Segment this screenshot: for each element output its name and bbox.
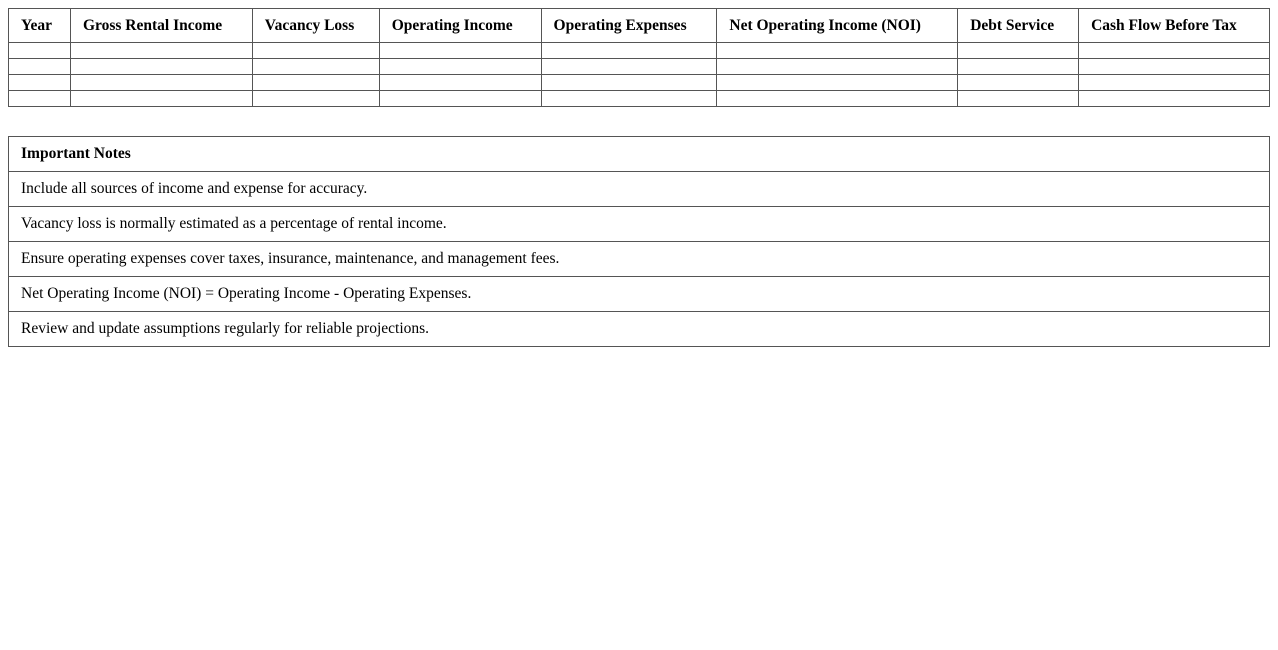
table-cell[interactable] bbox=[252, 59, 379, 75]
table-cell[interactable] bbox=[379, 91, 541, 107]
column-header-cash-flow-before-tax: Cash Flow Before Tax bbox=[1079, 9, 1270, 43]
note-item: Review and update assumptions regularly for reliable projections. bbox=[9, 312, 1270, 347]
cash-flow-table bbox=[8, 8, 1270, 107]
notes-row bbox=[9, 277, 1270, 312]
column-header-operating-income: Operating Income bbox=[379, 9, 541, 43]
table-cell[interactable] bbox=[379, 59, 541, 75]
note-item: Net Operating Income (NOI) = Operating Income - Operating Expenses. bbox=[9, 277, 1270, 312]
notes-header-row bbox=[9, 137, 1270, 172]
table-cell[interactable] bbox=[958, 91, 1079, 107]
notes-row bbox=[9, 207, 1270, 242]
table-row bbox=[9, 43, 1270, 59]
table-cell[interactable] bbox=[541, 75, 717, 91]
note-item: Include all sources of income and expense for accuracy. bbox=[9, 172, 1270, 207]
column-header-noi: Net Operating Income (NOI) bbox=[717, 9, 958, 43]
notes-row bbox=[9, 242, 1270, 277]
table-cell[interactable] bbox=[1079, 91, 1270, 107]
table-header-row bbox=[9, 9, 1270, 43]
column-header-debt-service: Debt Service bbox=[958, 9, 1079, 43]
table-cell[interactable] bbox=[541, 91, 717, 107]
table-cell[interactable] bbox=[379, 75, 541, 91]
table-cell[interactable] bbox=[252, 91, 379, 107]
table-cell[interactable] bbox=[1079, 75, 1270, 91]
table-cell[interactable] bbox=[9, 59, 71, 75]
table-cell[interactable] bbox=[252, 75, 379, 91]
notes-row bbox=[9, 312, 1270, 347]
table-cell[interactable] bbox=[958, 43, 1079, 59]
table-cell[interactable] bbox=[541, 59, 717, 75]
note-item: Vacancy loss is normally estimated as a percentage of rental income. bbox=[9, 207, 1270, 242]
notes-title: Important Notes bbox=[9, 137, 1270, 172]
table-row bbox=[9, 75, 1270, 91]
table-cell[interactable] bbox=[1079, 59, 1270, 75]
table-cell[interactable] bbox=[9, 43, 71, 59]
table-cell[interactable] bbox=[70, 59, 252, 75]
table-cell[interactable] bbox=[958, 75, 1079, 91]
table-cell[interactable] bbox=[717, 91, 958, 107]
important-notes-table bbox=[8, 136, 1270, 347]
column-header-gross-rental-income: Gross Rental Income bbox=[70, 9, 252, 43]
table-cell[interactable] bbox=[9, 75, 71, 91]
table-row bbox=[9, 59, 1270, 75]
note-item: Ensure operating expenses cover taxes, insurance, maintenance, and management fees. bbox=[9, 242, 1270, 277]
table-cell[interactable] bbox=[541, 43, 717, 59]
table-cell[interactable] bbox=[9, 91, 71, 107]
column-header-operating-expenses: Operating Expenses bbox=[541, 9, 717, 43]
table-cell[interactable] bbox=[379, 43, 541, 59]
table-cell[interactable] bbox=[958, 59, 1079, 75]
column-header-year: Year bbox=[9, 9, 71, 43]
table-cell[interactable] bbox=[717, 59, 958, 75]
table-row bbox=[9, 91, 1270, 107]
notes-row bbox=[9, 172, 1270, 207]
table-cell[interactable] bbox=[1079, 43, 1270, 59]
column-header-vacancy-loss: Vacancy Loss bbox=[252, 9, 379, 43]
table-cell[interactable] bbox=[70, 75, 252, 91]
table-cell[interactable] bbox=[717, 75, 958, 91]
table-cell[interactable] bbox=[70, 43, 252, 59]
table-cell[interactable] bbox=[252, 43, 379, 59]
table-cell[interactable] bbox=[70, 91, 252, 107]
table-cell[interactable] bbox=[717, 43, 958, 59]
